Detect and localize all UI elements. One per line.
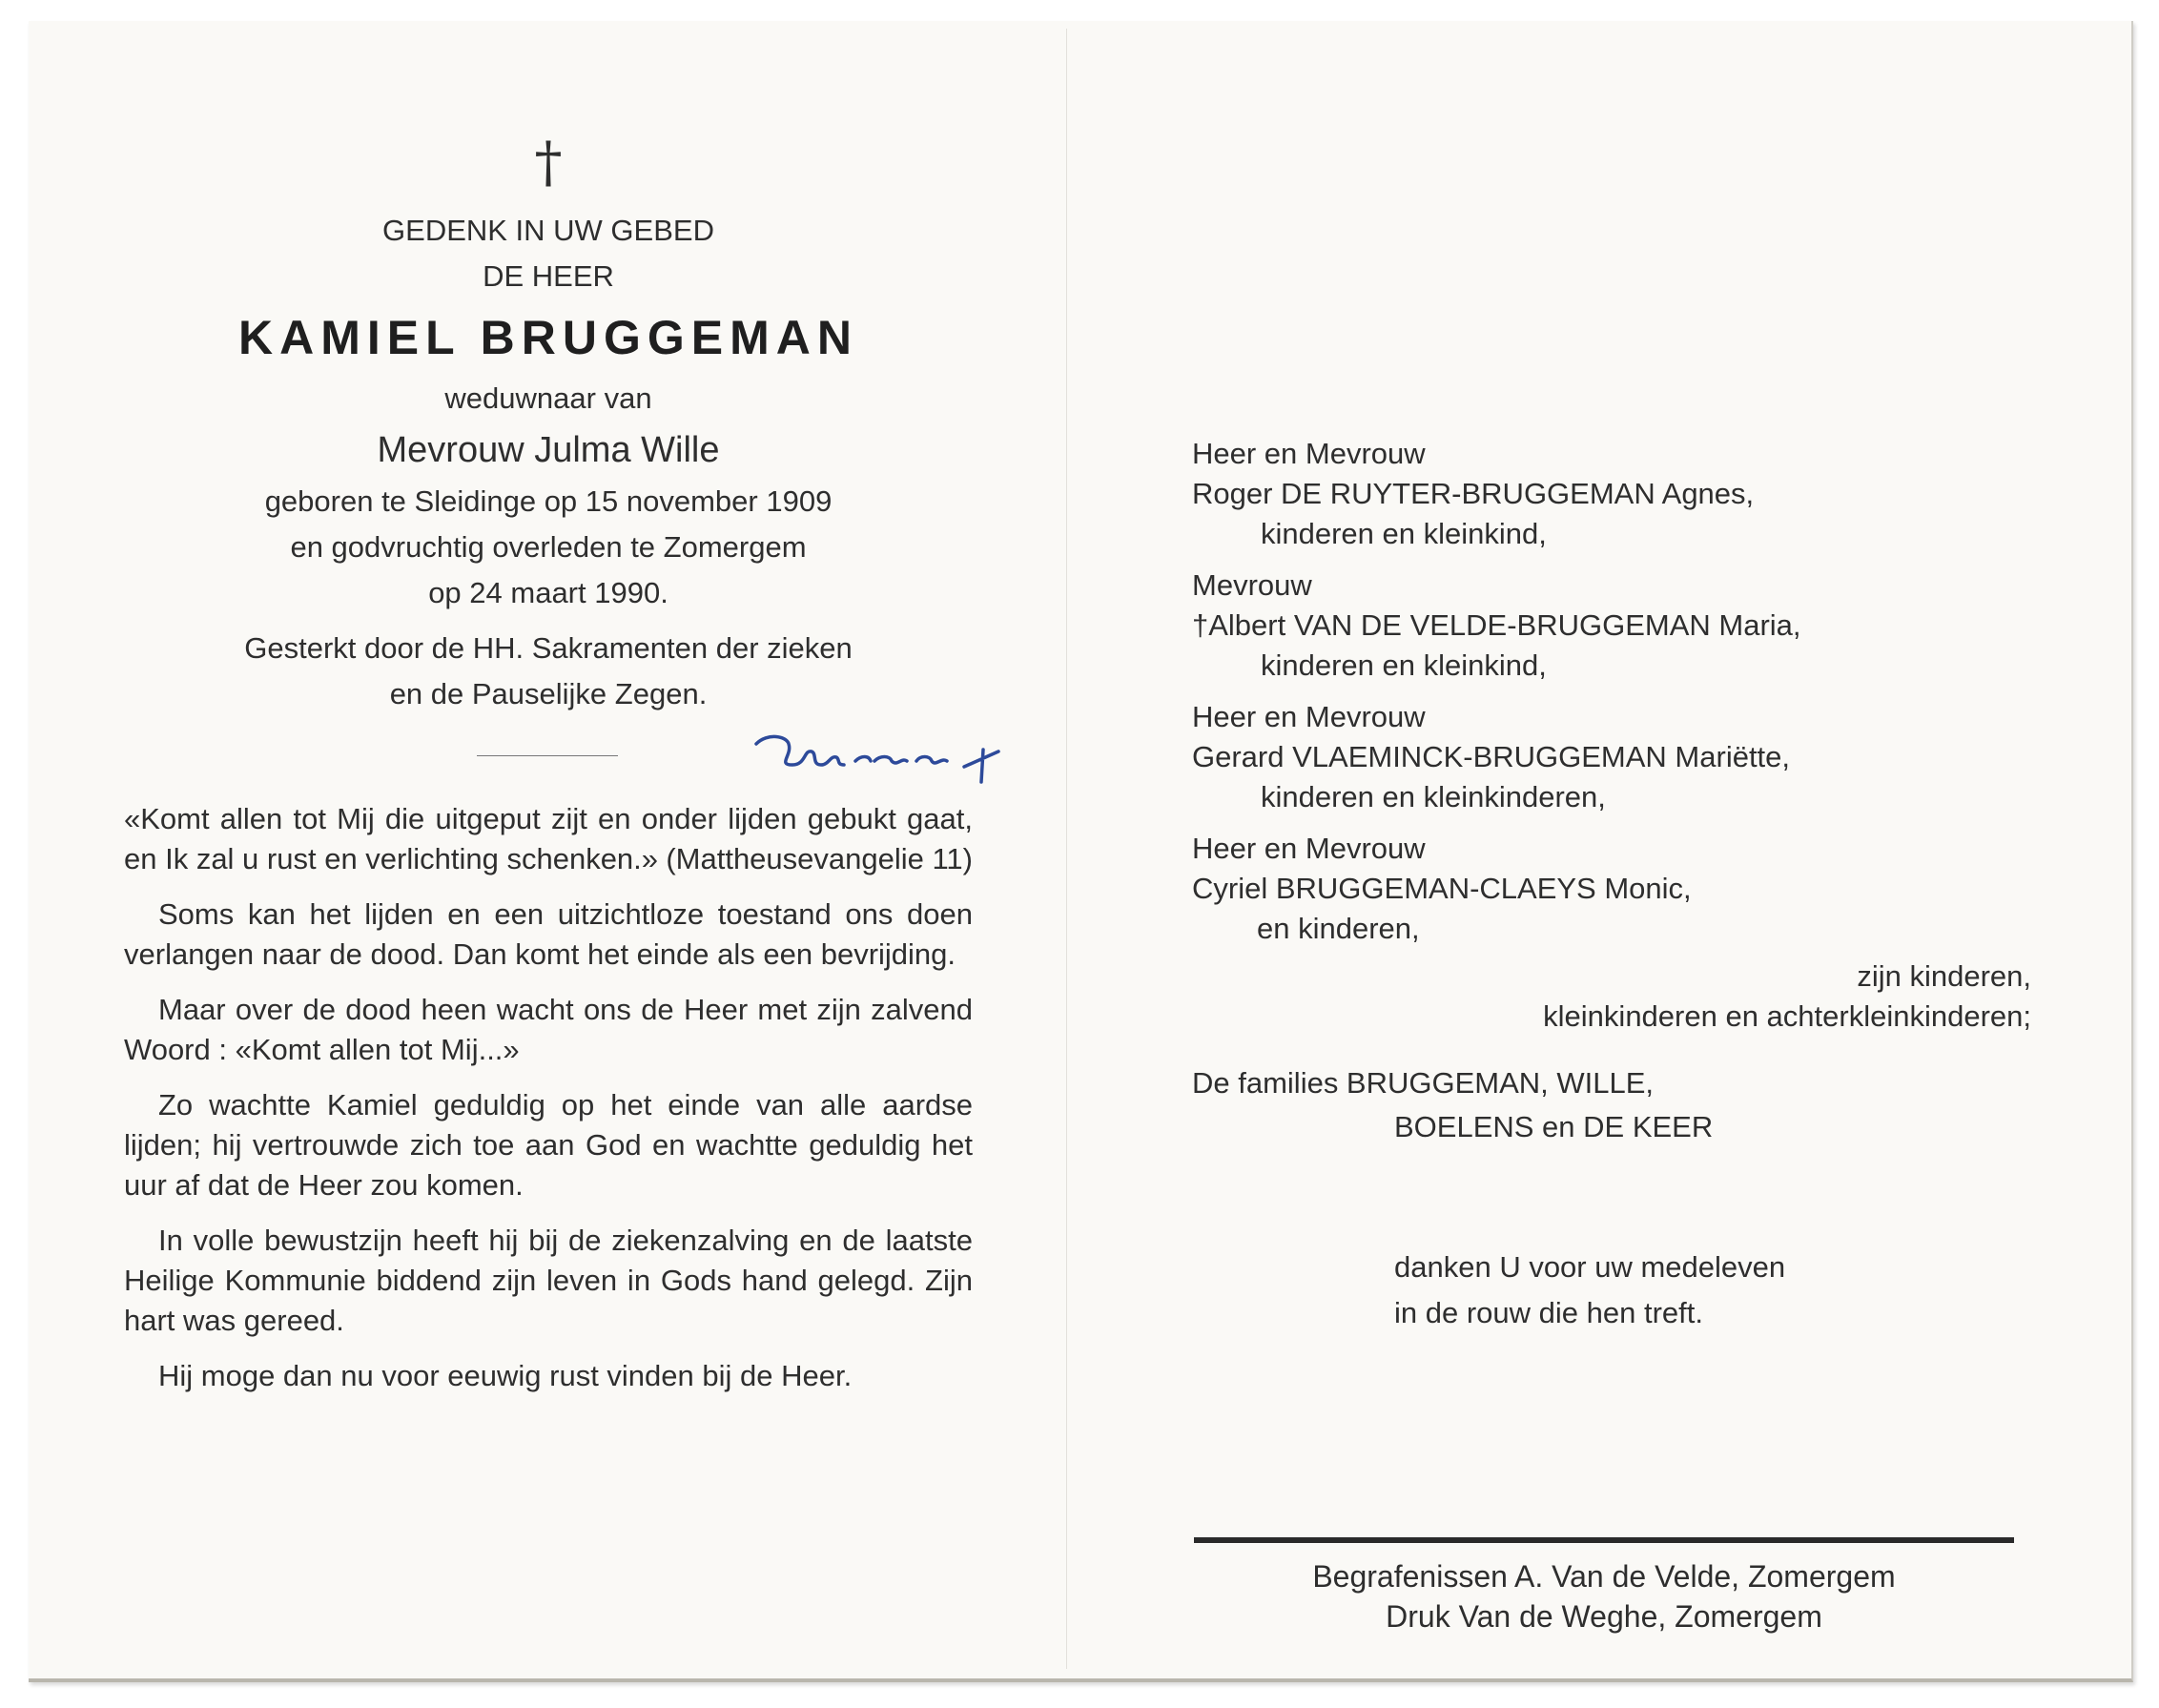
header-block (124, 130, 973, 717)
title-line: DE HEER (483, 259, 614, 293)
paragraph-4: In volle bewustzijn heeft hij bij de ziekenzalving en de laatste Heilige Kommunie biddend zijn leven in Gods hand gelegd. Zijn hart was gereed. (124, 1224, 973, 1337)
widower-line: weduwnaar van (444, 381, 652, 415)
gospel-quote-text: «Komt allen tot Mij die uitgeput zijt en onder lijden gebukt gaat, en Ik zal u rust en verlichting schenken.» (124, 802, 973, 875)
family-relation: kinderen en kleinkind, (1261, 517, 1547, 550)
family-group (1192, 829, 2031, 949)
family-title: Heer en Mevrouw (1192, 437, 1426, 470)
right-page (1192, 434, 2031, 1336)
family-relation: en kinderen, (1257, 912, 1420, 945)
paragraph-1: Soms kan het lijden en een uitzichtloze toestand ons doen verlangen naar de dood. Dan komt het einde als een bevrijding. (124, 897, 973, 971)
family-group (1192, 434, 2031, 554)
remember-line: GEDENK IN UW GEBED (382, 214, 714, 247)
footer-rule (1194, 1537, 2014, 1543)
families-line-1: De families BRUGGEMAN, WILLE, (1192, 1066, 1655, 1100)
family-title: Heer en Mevrouw (1192, 832, 1426, 865)
birth-line: geboren te Sleidinge op 15 november 1909 (264, 484, 833, 518)
family-relation: kinderen en kleinkind, (1261, 648, 1547, 682)
funeral-home: Begrafenissen A. Van de Velde, Zomergem (1312, 1559, 1896, 1594)
separator-line (477, 755, 618, 756)
family-names: †Albert VAN DE VELDE-BRUGGEMAN Maria, (1192, 608, 1801, 642)
death-line-2: op 24 maart 1990. (428, 576, 668, 609)
cross-icon: † (534, 130, 563, 195)
printer: Druk Van de Weghe, Zomergem (1386, 1599, 1822, 1634)
thanks-block (1192, 1245, 2031, 1336)
gospel-reference: (Mattheusevangelie 11) (666, 842, 973, 875)
footer (1194, 1556, 2014, 1636)
sacraments-line-2: en de Pauselijke Zegen. (389, 677, 708, 710)
card-fold (1066, 29, 1067, 1669)
family-group (1192, 697, 2031, 817)
handwritten-signature (749, 723, 1025, 790)
family-relation: kinderen en kleinkinderen, (1261, 780, 1606, 813)
summary-children: zijn kinderen, (1857, 959, 2031, 993)
thanks-line-2: in de rouw die hen treft. (1394, 1296, 1703, 1329)
family-names: Roger DE RUYTER-BRUGGEMAN Agnes, (1192, 477, 1755, 510)
death-line-1: en godvruchtig overleden te Zomergem (290, 530, 807, 564)
left-page (124, 130, 973, 1411)
family-title: Heer en Mevrouw (1192, 700, 1426, 733)
paragraph-5: Hij moge dan nu voor eeuwig rust vinden bij de Heer. (158, 1359, 853, 1392)
spouse-name: Mevrouw Julma Wille (377, 430, 720, 470)
families-line-2: BOELENS en DE KEER (1394, 1110, 1714, 1143)
paragraph-3: Zo wachtte Kamiel geduldig op het einde van alle aardse lijden; hij vertrouwde zich toe aan God en wachtte geduldig het uur af dat de Heer zou komen. (124, 1088, 973, 1202)
family-title: Mevrouw (1192, 568, 1312, 602)
summary-grandchildren: kleinkinderen en achterkleinkinderen; (1543, 999, 2031, 1033)
thanks-line-1: danken U voor uw medeleven (1394, 1250, 1786, 1284)
sacraments-line-1: Gesterkt door de HH. Sakramenten der zieken (244, 631, 853, 665)
family-group (1192, 566, 2031, 686)
separator-row (124, 717, 973, 793)
family-names: Gerard VLAEMINCK-BRUGGEMAN Mariëtte, (1192, 740, 1791, 773)
deceased-name: KAMIEL BRUGGEMAN (238, 311, 858, 364)
paragraph-2: Maar over de dood heen wacht ons de Heer met zijn zalvend Woord : «Komt allen tot Mij...» (124, 993, 973, 1066)
family-names: Cyriel BRUGGEMAN-CLAEYS Monic, (1192, 872, 1692, 905)
